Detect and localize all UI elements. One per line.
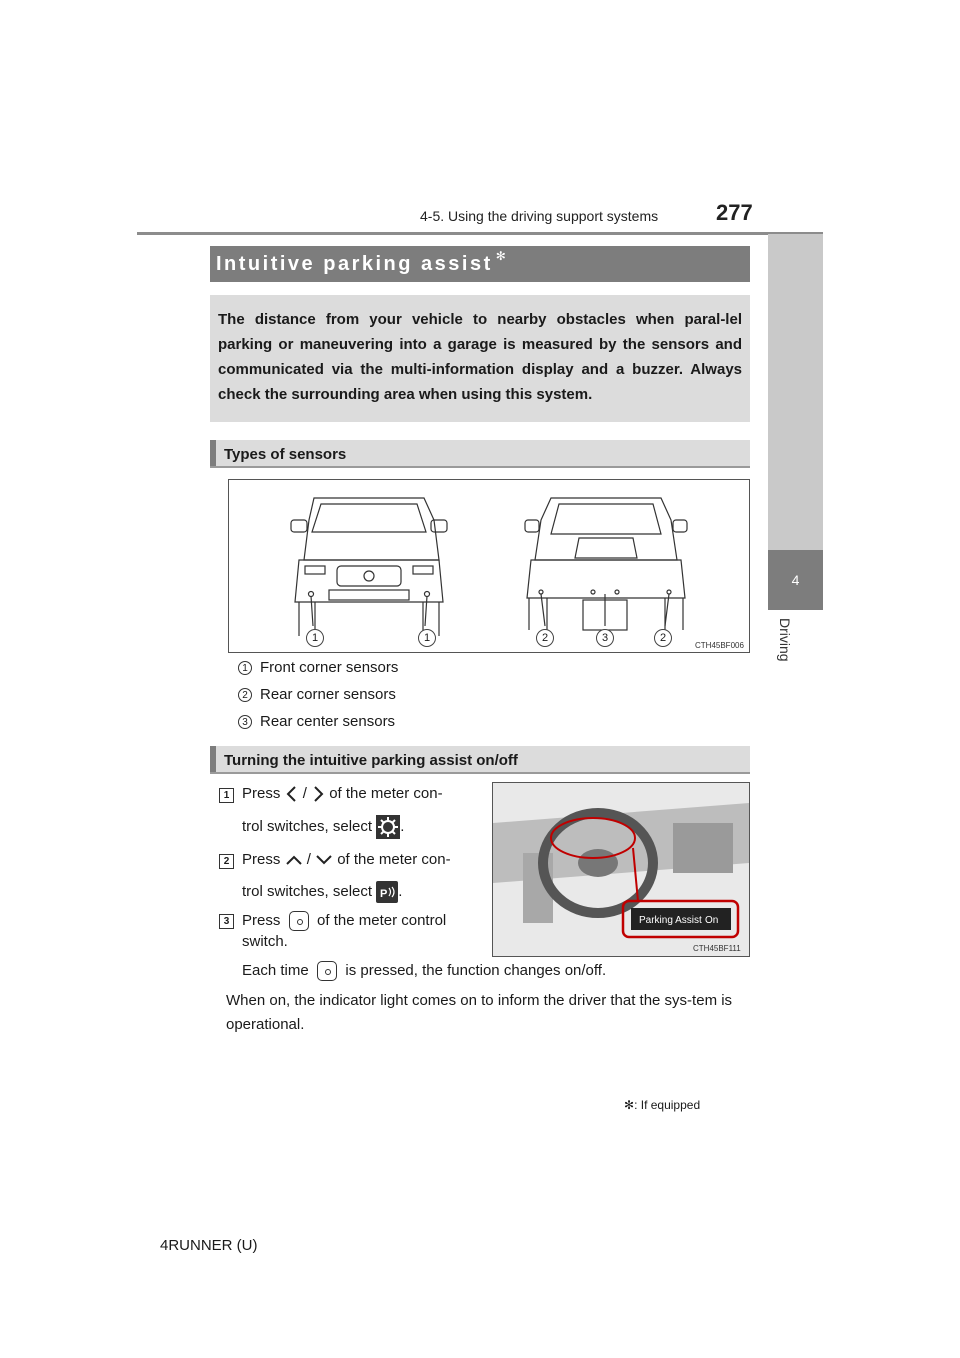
step-text: of the meter con- bbox=[337, 851, 451, 868]
chapter-tab: 4 bbox=[768, 550, 823, 610]
step-separator: / bbox=[306, 851, 311, 868]
step-3-line-2: switch. bbox=[242, 933, 288, 950]
list-item: Rear corner sensors bbox=[260, 686, 396, 703]
step-text: . bbox=[398, 882, 403, 900]
callout-3: 3 bbox=[596, 629, 614, 647]
chevron-right-icon bbox=[311, 785, 325, 803]
chevron-up-icon bbox=[285, 853, 303, 867]
step-3-line-1 bbox=[242, 911, 446, 931]
display-state: On bbox=[705, 915, 719, 926]
section-header: 4-5. Using the driving support systems bbox=[420, 208, 659, 224]
ok-button-icon bbox=[317, 961, 337, 981]
intro-text: The distance from your vehicle to nearby obstacles when paral-lel parking or maneuvering into a garage is measured by the sensors and communicated via the multi-information display and a buzzer. Always check the surrounding area when using this system. bbox=[210, 295, 750, 422]
step-separator: / bbox=[302, 785, 307, 802]
footnote-mark: ✻ bbox=[624, 1098, 635, 1112]
display-label: Parking Assist bbox=[639, 915, 702, 926]
step-1-line-1 bbox=[242, 785, 443, 803]
cockpit-illustration bbox=[493, 783, 749, 956]
step-text: is pressed, the function changes on/off. bbox=[345, 961, 607, 979]
callout-2b: 2 bbox=[654, 629, 672, 647]
step-text: Press bbox=[242, 911, 281, 929]
sensors-heading: Types of sensors bbox=[210, 440, 750, 468]
list-number: 2 bbox=[238, 688, 252, 702]
step-text: Press bbox=[242, 785, 281, 802]
vehicle-illustration bbox=[229, 480, 749, 652]
indicator-note: When on, the indicator light comes on to inform the driver that the sys-tem is operational. bbox=[226, 992, 733, 1033]
step-number: 1 bbox=[219, 788, 234, 803]
onoff-heading: Turning the intuitive parking assist on/off bbox=[210, 746, 750, 774]
step-2-line-2 bbox=[242, 881, 402, 903]
ok-button-icon bbox=[289, 911, 309, 931]
step-text: Each time bbox=[242, 961, 309, 979]
sensors-figure bbox=[228, 479, 750, 653]
step-text: of the meter con- bbox=[329, 785, 443, 802]
step-text: . bbox=[400, 817, 405, 835]
chevron-down-icon bbox=[315, 853, 333, 867]
figure-code: CTH45BF111 bbox=[693, 944, 741, 953]
step-number: 3 bbox=[219, 914, 234, 929]
step-1-line-2 bbox=[242, 815, 404, 839]
header-rule bbox=[137, 232, 823, 235]
step-text: Press bbox=[242, 851, 281, 868]
svg-text:P: P bbox=[380, 888, 388, 900]
footnote bbox=[624, 1098, 700, 1112]
figure-code: CTH45BF006 bbox=[695, 641, 744, 650]
callout-1b: 1 bbox=[418, 629, 436, 647]
step-text: of the meter control bbox=[317, 911, 447, 929]
list-number: 1 bbox=[238, 661, 252, 675]
side-strip bbox=[768, 234, 823, 550]
list-item: Front corner sensors bbox=[260, 659, 399, 676]
settings-gear-icon bbox=[376, 815, 400, 839]
callout-2a: 2 bbox=[536, 629, 554, 647]
step-text: trol switches, select bbox=[242, 882, 373, 900]
list-item: Rear center sensors bbox=[260, 713, 396, 730]
page-title-text: Intuitive parking assist bbox=[216, 252, 493, 275]
callout-1a: 1 bbox=[306, 629, 324, 647]
cockpit-figure bbox=[492, 782, 750, 957]
page-number: 277 bbox=[716, 200, 753, 225]
each-time-text bbox=[242, 961, 606, 981]
list-number: 3 bbox=[238, 715, 252, 729]
step-number: 2 bbox=[219, 854, 234, 869]
step-2-line-1 bbox=[242, 851, 451, 868]
step-text: trol switches, select bbox=[242, 817, 373, 835]
page-title bbox=[210, 246, 750, 282]
parking-assist-icon bbox=[376, 881, 398, 903]
chapter-label: Driving bbox=[777, 618, 793, 662]
chevron-left-icon bbox=[285, 785, 299, 803]
footnote-text: : If equipped bbox=[634, 1098, 701, 1112]
model-label: 4RUNNER (U) bbox=[160, 1237, 258, 1254]
equipped-mark: ✻ bbox=[495, 249, 509, 263]
